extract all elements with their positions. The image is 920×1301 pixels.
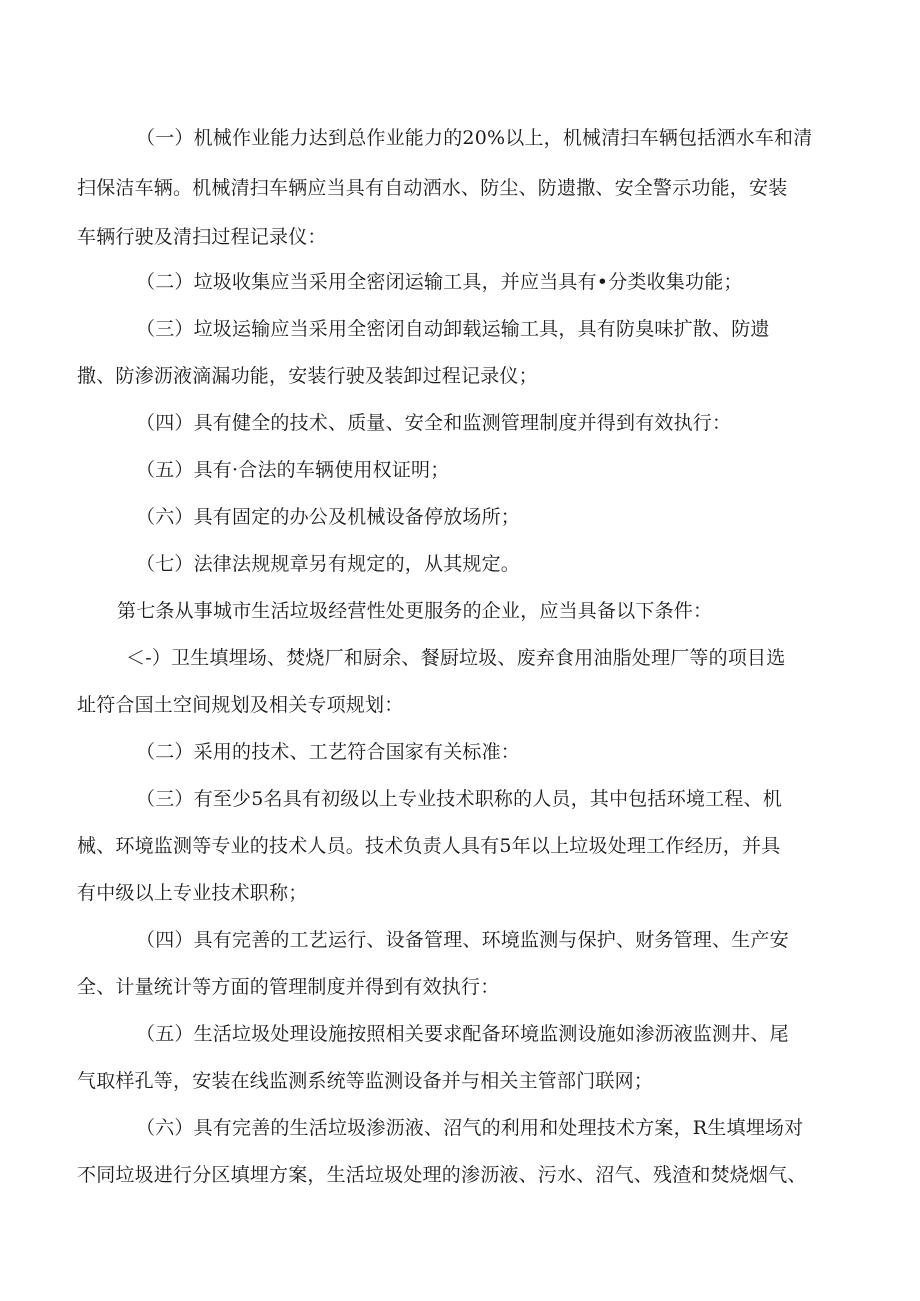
paragraph-line: 撒、防渗沥液滴漏功能，安装行驶及装卸过程记录仪；: [77, 365, 538, 387]
paragraph-line: （二）采用的技术、工艺符合国家有关标准：: [136, 741, 521, 763]
paragraph-line: （三）有至少5名具有初级以上专业技术职称的人员，其中包括环境工程、机: [136, 788, 782, 810]
paragraph-line: 械、环境监测等专业的技术人员。技术负责人具有5年以上垃圾处理工作经历，并具: [77, 835, 781, 857]
paragraph-line: （五）生活垃圾处理设施按照相关要求配备环境监测设施如渗沥液监测井、尾: [136, 1023, 789, 1045]
paragraph-line: 有中级以上专业技术职称；: [77, 882, 308, 904]
paragraph-line: 全、计量统计等方面的管理制度并得到有效执行：: [77, 976, 500, 998]
paragraph-line: 扫保洁车辆。机械清扫车辆应当具有自动洒水、防尘、防遗撒、安全警示功能，安装: [77, 177, 788, 199]
paragraph-line: （四）具有完善的工艺运行、设备管理、环境监测与保护、财务管理、生产安: [136, 929, 789, 951]
paragraph-line: （六）具有固定的办公及机械设备停放场所；: [136, 506, 521, 528]
article-heading-line: 第七条从事城市生活垃圾经营性处更服务的企业，应当具备以下条件：: [117, 600, 713, 622]
paragraph-line: ＜-）卫生填埋场、焚烧厂和厨余、餐厨垃圾、废弃食用油脂处理厂等的项目选: [126, 647, 786, 669]
paragraph-line: 车辆行驶及清扫过程记录仪：: [77, 226, 327, 248]
paragraph-line: （二）垃圾收集应当采用全密闭运输工具，并应当具有•分类收集功能；: [136, 271, 743, 293]
paragraph-line: （一）机械作业能力达到总作业能力的20%以上，机械清扫车辆包括洒水车和清: [136, 127, 813, 149]
paragraph-line: （七）法律法规规章另有规定的，从其规定。: [136, 553, 521, 575]
paragraph-line: （五）具有·合法的车辆使用权证明；: [136, 459, 450, 481]
paragraph-line: （三）垃圾运输应当采用全密闭自动卸载运输工具，具有防臭味扩散、防遗: [136, 318, 770, 340]
paragraph-line: 址符合国土空间规划及相关专项规划：: [77, 694, 404, 716]
paragraph-line: 不同垃圾进行分区填埋方案，生活垃圾处理的渗沥液、污水、沼气、残渣和焚烧烟气、: [77, 1164, 807, 1186]
paragraph-line: 气取样孔等，安装在线监测系统等监测设备并与相关主管部门联网；: [77, 1070, 654, 1092]
paragraph-line: （六）具有完善的生活垃圾渗沥液、沼气的利用和处理技术方案，R生填埋场对: [136, 1117, 804, 1139]
paragraph-line: （四）具有健全的技术、质量、安全和监测管理制度并得到有效执行：: [136, 412, 732, 434]
